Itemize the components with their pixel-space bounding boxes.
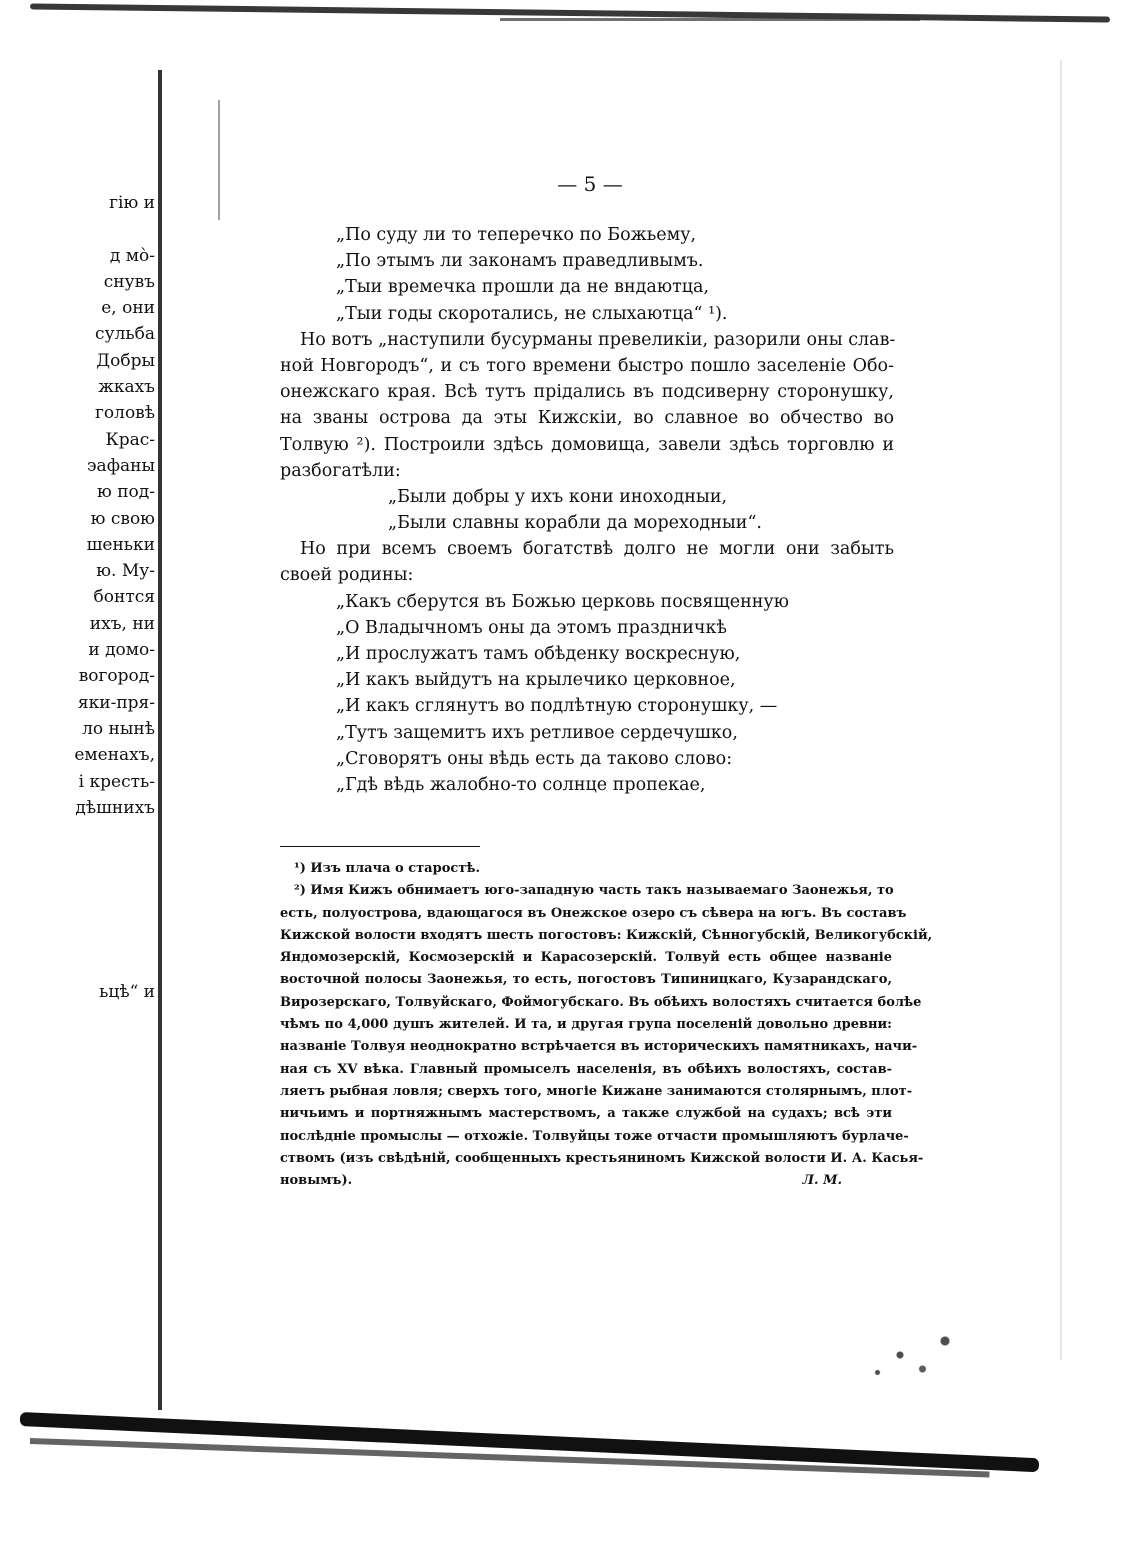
facing-page-fragment: и домо- [88, 640, 155, 661]
page-number: — 5 — [557, 172, 623, 196]
verse-line: „О Владычномъ оны да этомъ праздничкѣ [336, 617, 727, 638]
facing-page-fragment: ю свою [90, 508, 155, 529]
facing-page-fragments [20, 190, 155, 1137]
verse-line: „Тыи годы скоротались, не слыхаютца“ ¹). [336, 303, 728, 324]
verse-line: „Тутъ защемитъ ихъ ретливое сердечушко, [336, 722, 738, 743]
footnotes [280, 858, 933, 1192]
facing-page-fragment: яки-пря- [77, 692, 155, 713]
verse-line: „Были славны корабли да мореходныи“. [388, 513, 762, 534]
facing-page-fragment: Крас- [105, 429, 155, 450]
verse-line: „По этымъ ли законамъ праведливымъ. [336, 251, 704, 272]
facing-page-fragment: ю под- [97, 482, 155, 503]
verse-block-1 [280, 222, 894, 327]
footnote-line: ничьимъ и портняжнымъ мастерствомъ, а также службой на судахъ; всѣ эти [280, 1106, 892, 1122]
facing-page-fragment [20, 1005, 155, 1031]
facing-page-fragment [20, 900, 155, 926]
paragraph-1 [280, 327, 894, 484]
footnote-line: Вирозерскаго, Толвуйскаго, Фоймогубскаго. Въ обѣихъ волостяхъ считается болѣе [280, 994, 922, 1010]
facing-page-fragment: ю. Му- [96, 561, 155, 582]
facing-page-fragment [20, 1058, 155, 1084]
footnote-line: названіе Толвуя неоднократно встрѣчается въ историческихъ памятникахъ, начи- [280, 1039, 918, 1055]
facing-page-fragment: жкахъ [98, 377, 155, 398]
footnote-rule [280, 846, 480, 847]
footnote-line-text: новымъ). [280, 1173, 353, 1189]
facing-page-fragment [20, 1032, 155, 1058]
author-signature: Л. М. [802, 1173, 842, 1189]
footnote-2 [280, 880, 933, 1192]
facing-page-fragment: дѣшнихъ [75, 797, 155, 818]
facing-page-fragment: ло нынѣ [82, 718, 155, 739]
footnote-line: Яндомозерскій, Космозерскій и Карасозерскій. Толвуй есть общее названіе [280, 950, 892, 966]
footnote-line: ляетъ рыбная ловля; сверхъ того, многіе Кижане занимаются столярнымъ, плот- [280, 1083, 913, 1099]
paragraph-line: онежскаго края. Всѣ тутъ прідались въ подсиверну сторонушку, [280, 382, 894, 403]
facing-page-fragment: снувъ [103, 271, 155, 292]
paragraph-2 [280, 536, 894, 588]
ink-blot [840, 1320, 990, 1390]
footnote-1: ¹) Изъ плача о старостѣ. [294, 861, 481, 876]
verse-block-3 [280, 589, 894, 799]
facing-page-fragment: еменахъ, [74, 745, 155, 766]
paragraph-line: ной Новгородъ“, и съ того времени быстро пошло заселеніе Обо- [280, 355, 894, 376]
facing-page-fragment: сульба [95, 324, 155, 345]
facing-page-fragment: шеньки [86, 534, 155, 555]
facing-page-fragment [20, 216, 155, 242]
verse-line: „Какъ сберутся въ Божью церковь посвященную [336, 591, 789, 612]
facing-page-fragment: Добры [96, 350, 155, 371]
footnote-line: ная съ XV вѣка. Главный промыселъ населенія, въ обѣихъ волостяхъ, состав- [280, 1061, 892, 1077]
facing-page-fragment: гію и [109, 193, 155, 213]
facing-page-fragment: е, они [101, 298, 155, 319]
verse-line: „Сговорятъ оны вѣдь есть да таково слово: [336, 748, 733, 769]
facing-page-fragment [20, 953, 155, 979]
facing-page-fragment: ьцѣ“ и [99, 981, 155, 1002]
paragraph-line: своей родины: [280, 565, 414, 586]
verse-line: „Были добры у ихъ кони иноходныи, [388, 486, 728, 507]
facing-page-fragment [20, 926, 155, 952]
footnote-line: ²) Имя Кижъ обнимаетъ юго-западную часть такъ называемаго Заонежья, то [294, 883, 894, 899]
facing-page-fragment [20, 874, 155, 900]
facing-page-fragment: ихъ, ни [89, 613, 155, 634]
facing-page-fragment [20, 1084, 155, 1110]
main-text [280, 222, 894, 798]
facing-page-fragment: головѣ [95, 403, 155, 424]
facing-page-fragment: вогород- [78, 666, 155, 687]
scan-top-edge-shadow [500, 18, 920, 21]
facing-page-fragment [20, 821, 155, 847]
verse-line: „По суду ли то теперечко по Божьему, [336, 225, 697, 245]
footnote-line: послѣдніе промыслы — отхожіе. Толвуйцы тоже отчасти промышляютъ бурлаче- [280, 1128, 909, 1144]
verse-line: „И прослужатъ тамъ обѣденку воскресную, [336, 644, 741, 664]
facing-page-fragment: і кресть- [78, 771, 155, 792]
paragraph-line: Но вотъ „наступили бусурманы превеликіи, разорили оны слав- [300, 329, 896, 350]
paragraph-line: Но при всемъ своемъ богатствѣ долго не могли они забыть [300, 539, 894, 560]
paragraph-line: на званы острова да эты Кижскіи, во славное во обчество во [280, 408, 894, 429]
footnote-line: восточной полосы Заонежья, то есть, погостовъ Типиницкаго, Кузарандскаго, [280, 972, 892, 988]
footnote-line: Кижской волости входятъ шесть погостовъ: Кижскій, Сѣнногубскій, Великогубскій, [280, 927, 933, 943]
scan-right-edge [1060, 60, 1062, 1360]
binding-shadow [158, 70, 162, 1410]
footnote-line: ствомъ (изъ свѣдѣній, сообщенныхъ крестьяниномъ Кижской волости И. А. Касья- [280, 1150, 924, 1166]
facing-page-fragment: эафаны [87, 455, 155, 476]
verse-line: „Тыи времечка прошли да не вндаютца, [336, 277, 710, 298]
binding-shadow-faint [218, 100, 220, 220]
facing-page-fragment: бонтся [93, 587, 155, 608]
footnote-line: есть, полуострова, вдающагося въ Онежское озеро съ сѣвера на югъ. Въ составъ [280, 905, 907, 921]
verse-line: „И какъ выйдутъ на крылечико церковное, [336, 670, 736, 691]
verse-block-2 [280, 484, 894, 536]
facing-page-fragment: д мо̀- [109, 245, 155, 266]
facing-page-fragment [20, 1110, 155, 1136]
verse-line: „Гдѣ вѣдь жалобно-то солнце пропекае, [336, 774, 706, 795]
verse-line: „И какъ сглянутъ во подлѣтную сторонушку, — [336, 696, 778, 717]
footnote-line [280, 1170, 892, 1192]
facing-page-fragment [20, 847, 155, 873]
paragraph-line: разбогатѣли: [280, 460, 401, 481]
paragraph-line: Толвую ²). Построили здѣсь домовища, завели здѣсь торговлю и [280, 434, 894, 455]
footnote-line: чѣмъ по 4,000 душъ жителей. И та, и другая група поселеній довольно древни: [280, 1017, 892, 1033]
